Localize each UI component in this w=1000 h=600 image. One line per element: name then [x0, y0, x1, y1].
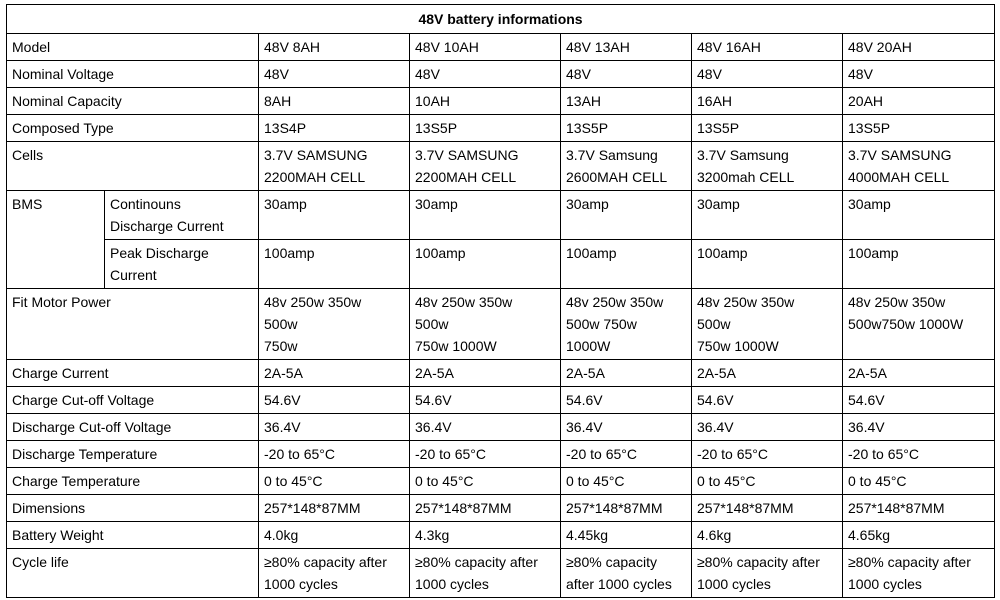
table-cell: 2A-5A — [410, 360, 561, 387]
row-label-cycle-life: Cycle life — [7, 549, 259, 598]
table-cell: 30amp — [561, 191, 692, 240]
table-cell: 257*148*87MM — [259, 495, 410, 522]
table-cell — [410, 289, 561, 360]
row-label-charge-temperature: Charge Temperature — [7, 468, 259, 495]
table-cell: 8AH — [259, 88, 410, 115]
row-label-cells: Cells — [7, 142, 259, 191]
cell-line: 1000 cycles — [697, 576, 771, 592]
table-cell: 4.0kg — [259, 522, 410, 549]
cell-line: 750w 1000W — [415, 338, 497, 354]
table-cell: 100amp — [843, 240, 995, 289]
table-cell: 0 to 45°C — [410, 468, 561, 495]
table-cell: 4.65kg — [843, 522, 995, 549]
table-cell: 13S4P — [259, 115, 410, 142]
table-cell: 48V — [843, 61, 995, 88]
table-cell: 48V 16AH — [692, 34, 843, 61]
table-row — [7, 522, 995, 549]
table-row — [7, 549, 995, 598]
table-cell — [410, 142, 561, 191]
table-cell: 48V 20AH — [843, 34, 995, 61]
table-cell: 16AH — [692, 88, 843, 115]
table-row — [7, 115, 995, 142]
table-row — [7, 61, 995, 88]
table-cell: 2A-5A — [259, 360, 410, 387]
table-cell: 13S5P — [692, 115, 843, 142]
sublabel-line: Current — [110, 267, 157, 283]
table-cell: -20 to 65°C — [843, 441, 995, 468]
cell-line: 500w — [415, 316, 449, 332]
table-cell — [843, 549, 995, 598]
table-cell: 257*148*87MM — [843, 495, 995, 522]
table-row — [7, 387, 995, 414]
sublabel-line: Continouns — [110, 196, 181, 212]
cell-line: 4000MAH CELL — [848, 169, 950, 185]
table-cell: 10AH — [410, 88, 561, 115]
cell-line: 500w750w 1000W — [848, 316, 964, 332]
table-cell: 4.45kg — [561, 522, 692, 549]
table-cell: 100amp — [692, 240, 843, 289]
cell-line: 2200MAH CELL — [415, 169, 517, 185]
table-cell: 54.6V — [692, 387, 843, 414]
row-label-charge-cutoff: Charge Cut-off Voltage — [7, 387, 259, 414]
table-cell: 36.4V — [843, 414, 995, 441]
cell-line: 48v 250w 350w — [848, 294, 946, 310]
table-cell: 54.6V — [561, 387, 692, 414]
cell-line: 3.7V SAMSUNG — [415, 147, 519, 163]
cell-line: 3.7V Samsung — [566, 147, 658, 163]
cell-line: 500w — [264, 316, 298, 332]
cell-line: 48v 250w 350w — [415, 294, 513, 310]
table-cell — [259, 549, 410, 598]
row-label-discharge-cutoff: Discharge Cut-off Voltage — [7, 414, 259, 441]
table-row — [7, 495, 995, 522]
row-label-nominal-capacity: Nominal Capacity — [7, 88, 259, 115]
table-cell: 30amp — [843, 191, 995, 240]
table-cell: 0 to 45°C — [561, 468, 692, 495]
table-row — [7, 414, 995, 441]
cell-line: ≥80% capacity after — [264, 554, 387, 570]
table-cell: 48V — [692, 61, 843, 88]
table-cell — [561, 549, 692, 598]
table-cell: -20 to 65°C — [259, 441, 410, 468]
cell-line: 3.7V SAMSUNG — [848, 147, 952, 163]
table-cell: 54.6V — [410, 387, 561, 414]
row-label-dimensions: Dimensions — [7, 495, 259, 522]
table-row — [7, 240, 995, 289]
table-cell: 30amp — [410, 191, 561, 240]
table-row — [7, 468, 995, 495]
cell-line: after 1000 cycles — [566, 576, 672, 592]
row-label-bms: BMS — [7, 191, 105, 289]
cell-line: 48v 250w 350w — [264, 294, 362, 310]
table-row — [7, 191, 995, 240]
table-row — [7, 360, 995, 387]
table-row — [7, 88, 995, 115]
cell-line: 1000W — [566, 338, 611, 354]
cell-line: ≥80% capacity after — [848, 554, 971, 570]
cell-line: 1000 cycles — [415, 576, 489, 592]
table-cell: -20 to 65°C — [561, 441, 692, 468]
table-title: 48V battery informations — [7, 5, 995, 34]
table-cell — [843, 142, 995, 191]
table-cell: 36.4V — [692, 414, 843, 441]
table-cell: 36.4V — [410, 414, 561, 441]
cell-line: 3.7V Samsung — [697, 147, 789, 163]
table-cell: 257*148*87MM — [410, 495, 561, 522]
row-label-discharge-temperature: Discharge Temperature — [7, 441, 259, 468]
table-cell: 100amp — [561, 240, 692, 289]
battery-spec-table — [6, 4, 995, 598]
row-label-fit-motor-power: Fit Motor Power — [7, 289, 259, 360]
table-cell: 48V — [561, 61, 692, 88]
cell-line: ≥80% capacity — [566, 554, 657, 570]
table-cell: 4.3kg — [410, 522, 561, 549]
table-cell — [561, 142, 692, 191]
table-cell — [561, 289, 692, 360]
table-cell: 48V — [410, 61, 561, 88]
row-label-charge-current: Charge Current — [7, 360, 259, 387]
cell-line: ≥80% capacity after — [697, 554, 820, 570]
row-sublabel-continuous — [105, 191, 259, 240]
table-cell: 0 to 45°C — [692, 468, 843, 495]
table-cell: 48V — [259, 61, 410, 88]
table-row — [7, 34, 995, 61]
table-cell: 30amp — [259, 191, 410, 240]
cell-line: 2600MAH CELL — [566, 169, 668, 185]
table-cell — [259, 289, 410, 360]
table-cell: 54.6V — [259, 387, 410, 414]
sublabel-line: Discharge Current — [110, 218, 224, 234]
table-cell: 257*148*87MM — [692, 495, 843, 522]
table-cell: 30amp — [692, 191, 843, 240]
cell-line: 750w — [264, 338, 298, 354]
table-cell: 36.4V — [259, 414, 410, 441]
cell-line: ≥80% capacity after — [415, 554, 538, 570]
sublabel-line: Peak Discharge — [110, 245, 209, 261]
cell-line: 2200MAH CELL — [264, 169, 366, 185]
table-cell — [692, 142, 843, 191]
row-label-nominal-voltage: Nominal Voltage — [7, 61, 259, 88]
table-cell: 54.6V — [843, 387, 995, 414]
table-cell: 257*148*87MM — [561, 495, 692, 522]
table-cell: 2A-5A — [692, 360, 843, 387]
table-cell: 48V 8AH — [259, 34, 410, 61]
table-cell: 0 to 45°C — [259, 468, 410, 495]
table-cell: -20 to 65°C — [410, 441, 561, 468]
table-cell — [259, 142, 410, 191]
row-sublabel-peak — [105, 240, 259, 289]
table-cell: 48V 10AH — [410, 34, 561, 61]
cell-line: 500w 750w — [566, 316, 637, 332]
table-cell: 48V 13AH — [561, 34, 692, 61]
table-cell: 13S5P — [410, 115, 561, 142]
table-cell: 36.4V — [561, 414, 692, 441]
cell-line: 3200mah CELL — [697, 169, 795, 185]
table-cell: 100amp — [410, 240, 561, 289]
table-cell: 13AH — [561, 88, 692, 115]
table-cell: 13S5P — [843, 115, 995, 142]
table-cell: 13S5P — [561, 115, 692, 142]
cell-line: 48v 250w 350w — [697, 294, 795, 310]
table-cell: 100amp — [259, 240, 410, 289]
table-row — [7, 441, 995, 468]
cell-line: 3.7V SAMSUNG — [264, 147, 368, 163]
table-cell: -20 to 65°C — [692, 441, 843, 468]
row-label-battery-weight: Battery Weight — [7, 522, 259, 549]
table-cell — [692, 549, 843, 598]
table-cell — [410, 549, 561, 598]
cell-line: 500w — [697, 316, 731, 332]
cell-line: 1000 cycles — [848, 576, 922, 592]
table-row — [7, 289, 995, 360]
table-cell — [692, 289, 843, 360]
table-cell: 0 to 45°C — [843, 468, 995, 495]
table-cell: 2A-5A — [561, 360, 692, 387]
table-cell: 4.6kg — [692, 522, 843, 549]
title-row — [7, 5, 995, 34]
cell-line: 1000 cycles — [264, 576, 338, 592]
row-label-model: Model — [7, 34, 259, 61]
table-row — [7, 142, 995, 191]
row-label-composed-type: Composed Type — [7, 115, 259, 142]
table-cell: 2A-5A — [843, 360, 995, 387]
cell-line: 750w 1000W — [697, 338, 779, 354]
cell-line: 48v 250w 350w — [566, 294, 664, 310]
table-cell — [843, 289, 995, 360]
table-cell: 20AH — [843, 88, 995, 115]
